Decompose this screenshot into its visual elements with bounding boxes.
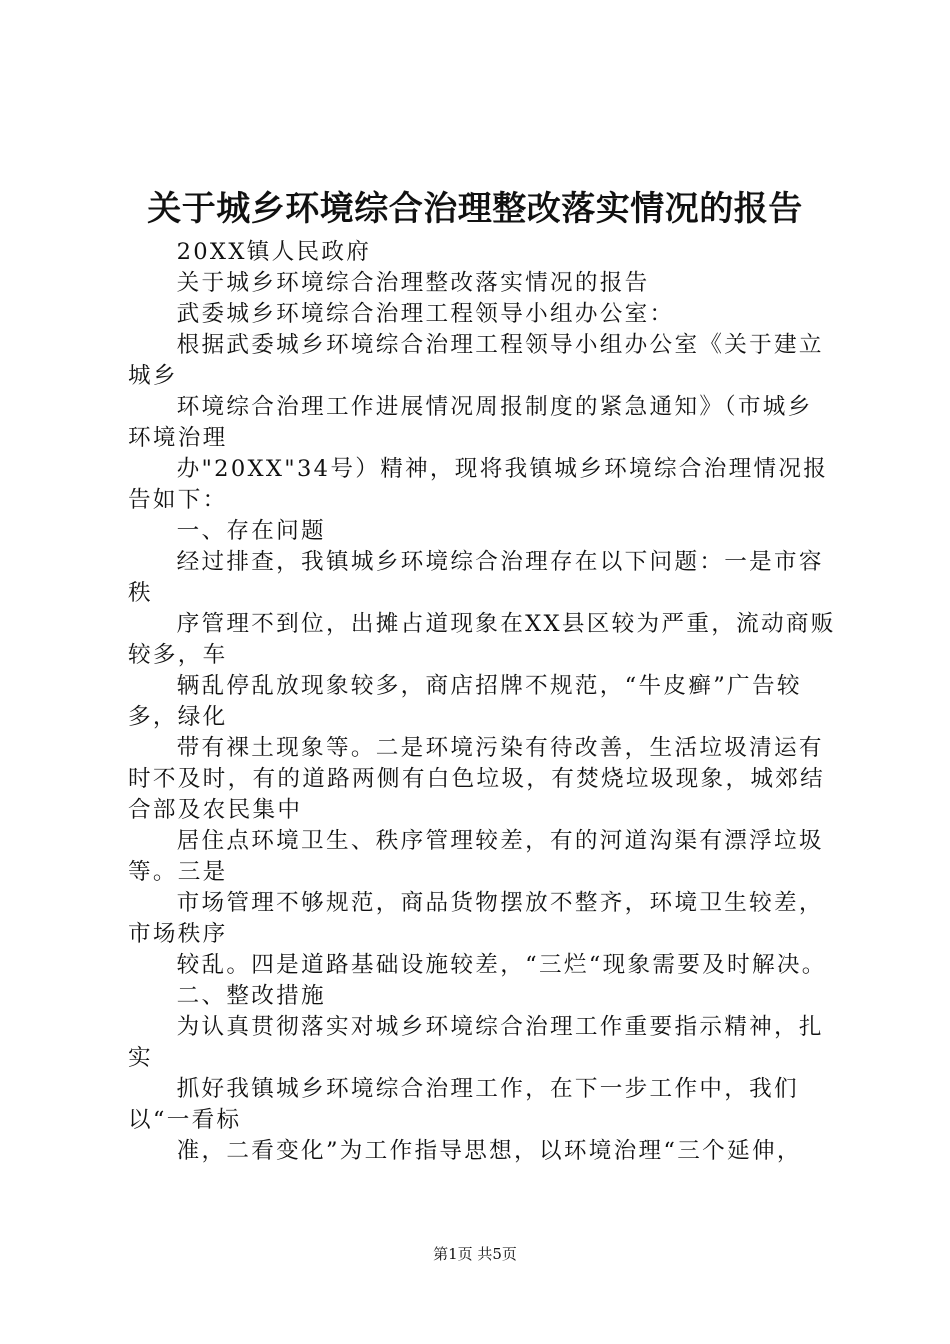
section-heading: 二、整改措施 xyxy=(176,983,326,1009)
paragraph: 办"20XX"34号）精神，现将我镇城乡环境综合治理情况报告如下： xyxy=(128,456,829,513)
paragraph: 武委城乡环境综合治理工程领导小组办公室： xyxy=(176,301,675,327)
paragraph: 准，二看变化”为工作指导思想，以环境治理“三个延伸， xyxy=(176,1138,802,1164)
section-heading: 一、存在问题 xyxy=(176,518,326,544)
paragraph: 市场管理不够规范，商品货物摆放不整齐，环境卫生较差，市场秩序 xyxy=(128,890,824,947)
paragraph: 关于城乡环境综合治理整改落实情况的报告 xyxy=(176,270,650,296)
paragraph: 为认真贯彻落实对城乡环境综合治理工作重要指示精神，扎实 xyxy=(128,1014,824,1071)
page-number: 第1页 共5页 xyxy=(433,1245,517,1263)
paragraph: 带有裸土现象等。二是环境污染有待改善，生活垃圾清运有时不及时，有的道路两侧有白色垃圾，有焚烧垃圾现象，城郊结合部及农民集中 xyxy=(128,735,826,823)
paragraph: 序管理不到位，出摊占道现象在XX县区较为严重，流动商贩较多，车 xyxy=(128,611,836,668)
document-title: 关于城乡环境综合治理整改落实情况的报告 xyxy=(147,189,803,229)
paragraph: 较乱。四是道路基础设施较差，“三烂“现象需要及时解决。 xyxy=(176,952,827,978)
paragraph: 20XX镇人民政府 xyxy=(176,239,372,265)
paragraph: 经过排查，我镇城乡环境综合治理存在以下问题：一是市容秩 xyxy=(128,549,824,606)
paragraph: 居住点环境卫生、秩序管理较差，有的河道沟渠有漂浮垃圾等。三是 xyxy=(128,828,824,885)
paragraph: 抓好我镇城乡环境综合治理工作，在下一步工作中，我们以“一看标 xyxy=(128,1076,799,1133)
paragraph: 辆乱停乱放现象较多，商店招牌不规范，“牛皮癣”广告较多，绿化 xyxy=(128,673,802,730)
document-body xyxy=(128,237,836,1167)
paragraph: 根据武委城乡环境综合治理工程领导小组办公室《关于建立城乡 xyxy=(128,332,824,389)
paragraph: 环境综合治理工作进展情况周报制度的紧急通知》（市城乡环境治理 xyxy=(128,394,813,451)
